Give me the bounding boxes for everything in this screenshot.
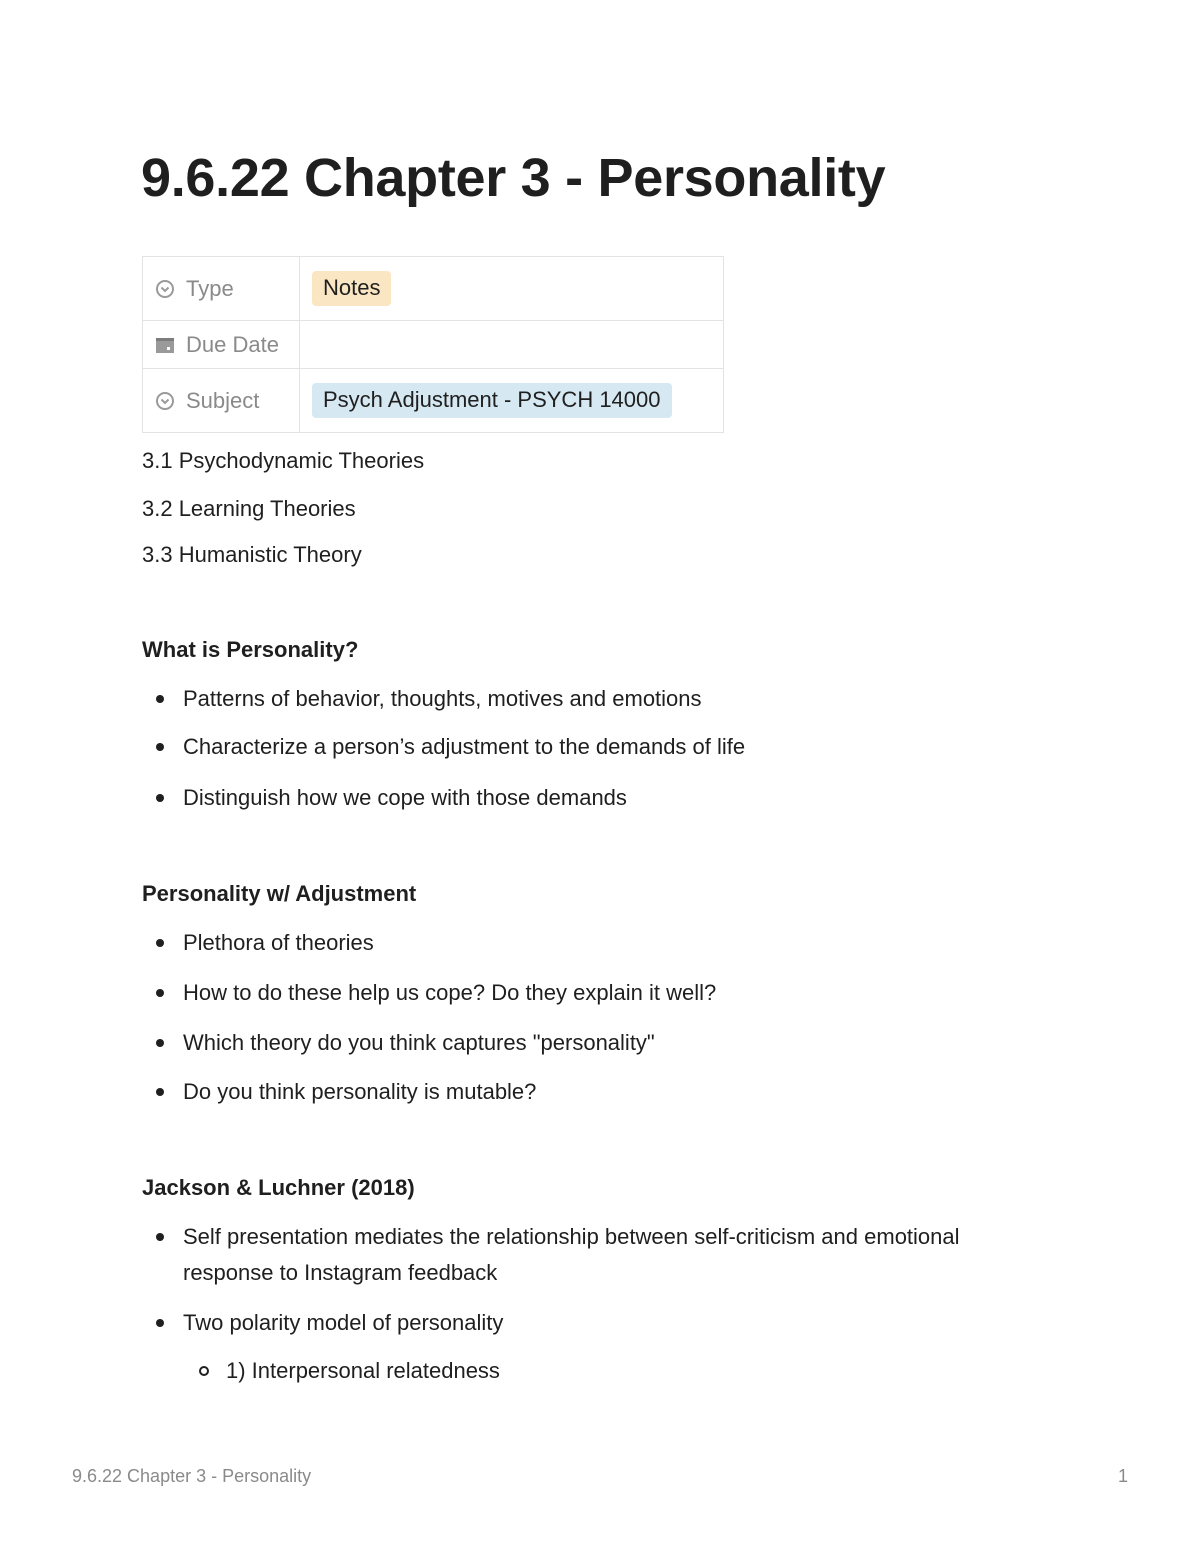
bullet-dot: [156, 1039, 164, 1047]
footer-title: 9.6.22 Chapter 3 - Personality: [72, 1466, 312, 1486]
bullet-dot: [156, 794, 164, 802]
section-heading: What is Personality?: [142, 637, 359, 662]
property-name-cell: [143, 369, 300, 433]
list-item: [183, 925, 1043, 961]
page-number: 1: [1117, 1466, 1128, 1486]
properties-table: [142, 256, 724, 433]
property-row-subject: [143, 369, 724, 433]
bullet-dot: [156, 1233, 164, 1241]
property-row-type: [143, 257, 724, 321]
bullet-dot: [156, 989, 164, 997]
section-heading: Personality w/ Adjustment: [142, 881, 417, 906]
list-item-text: Self presentation mediates the relationship between self-criticism and emotional response to Instagram feedback: [183, 1224, 960, 1285]
list-item-text: Distinguish how we cope with those demands: [183, 785, 627, 810]
list-item-text: Patterns of behavior, thoughts, motives and emotions: [183, 686, 702, 711]
list-item: [183, 681, 1043, 717]
sub-list-item: [226, 1353, 500, 1389]
bullet-dot: [156, 695, 164, 703]
bullet-dot: [156, 1088, 164, 1096]
select-icon: [155, 391, 175, 411]
property-name-cell: [143, 321, 300, 369]
bullet-dot: [156, 1319, 164, 1327]
list-item: [183, 729, 1043, 765]
property-name-cell: [143, 257, 300, 321]
sub-list-item-text: 1) Interpersonal relatedness: [226, 1358, 500, 1383]
property-label-subject: Subject: [186, 387, 260, 413]
list-item-text: Do you think personality is mutable?: [183, 1079, 537, 1104]
page-title: 9.6.22 Chapter 3 - Personality: [141, 148, 886, 208]
calendar-icon: [155, 335, 175, 355]
property-label-due-date: Due Date: [186, 331, 279, 357]
list-item-text: Two polarity model of personality: [183, 1310, 504, 1335]
list-item: [183, 1305, 1043, 1341]
bullet-dot: [156, 939, 164, 947]
section-heading: Jackson & Luchner (2018): [142, 1175, 415, 1200]
type-tag[interactable]: Notes: [312, 271, 391, 306]
list-item: [183, 975, 1043, 1011]
select-icon: [155, 279, 175, 299]
subject-tag[interactable]: Psych Adjustment - PSYCH 14000: [312, 383, 672, 418]
property-value-cell[interactable]: [300, 321, 724, 369]
list-item: [183, 780, 1043, 816]
toc-item[interactable]: 3.2 Learning Theories: [142, 496, 356, 521]
bullet-dot: [156, 743, 164, 751]
property-value-cell[interactable]: [300, 257, 724, 321]
list-item: [183, 1074, 1043, 1110]
list-item-text: Characterize a person’s adjustment to the demands of life: [183, 734, 746, 759]
bullet-circle: [199, 1366, 209, 1376]
list-item-text: Plethora of theories: [183, 930, 374, 955]
list-item: [183, 1219, 1043, 1291]
list-item-text: How to do these help us cope? Do they explain it well?: [183, 980, 717, 1005]
toc-item[interactable]: 3.3 Humanistic Theory: [142, 542, 362, 567]
property-row-due-date: [143, 321, 724, 369]
list-item: [183, 1025, 1043, 1061]
property-label-type: Type: [186, 275, 234, 301]
property-value-cell[interactable]: [300, 369, 724, 433]
toc-item[interactable]: 3.1 Psychodynamic Theories: [142, 448, 425, 473]
list-item-text: Which theory do you think captures "personality": [183, 1030, 655, 1055]
